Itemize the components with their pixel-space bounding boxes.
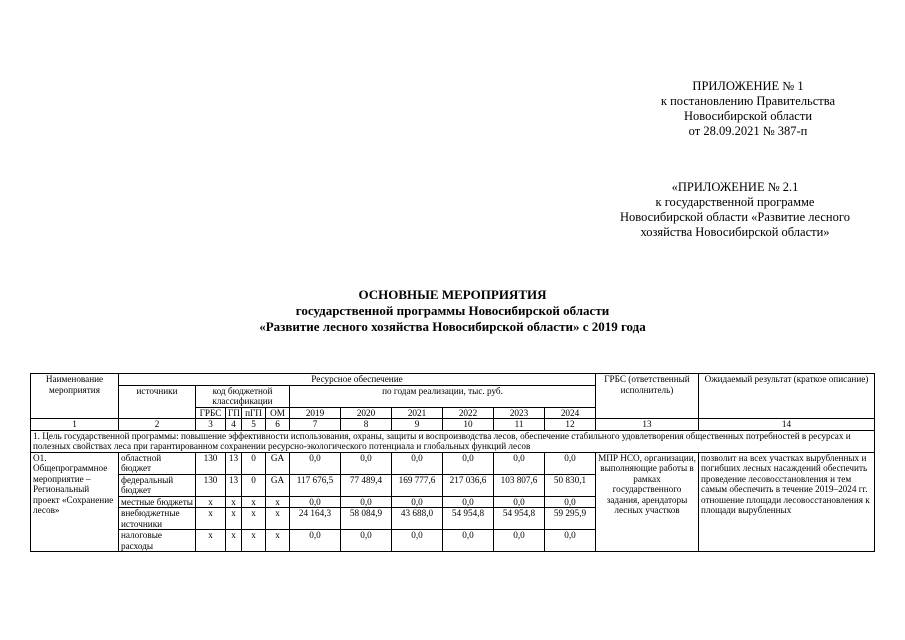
column-number: 8 [341, 419, 392, 431]
code-cell: х [196, 530, 226, 552]
value-cell: 117 676,5 [290, 474, 341, 496]
code-cell: 0 [242, 474, 266, 496]
value-cell: 58 084,9 [341, 508, 392, 530]
code-cell: GA [266, 452, 290, 474]
appendix-1-line: от 28.09.2021 № 387-п [688, 124, 808, 138]
value-cell: 0,0 [494, 452, 545, 474]
column-number: 3 [196, 419, 226, 431]
activity-grbs: МПР НСО, организации, выполняющие работы в рамках государственного задания, арендаторы лесных участков [596, 452, 699, 552]
header-code-gp: ГП [226, 407, 242, 419]
activity-name: О1. Общепрограммное мероприятие – Региональный проект «Сохранение лесов» [31, 452, 119, 552]
code-cell: 130 [196, 474, 226, 496]
column-number: 2 [119, 419, 196, 431]
value-cell: 0,0 [290, 452, 341, 474]
value-cell: 0,0 [545, 452, 596, 474]
value-cell: 59 295,9 [545, 508, 596, 530]
header-year: 2021 [392, 407, 443, 419]
appendix-1-line: ПРИЛОЖЕНИЕ № 1 [692, 79, 804, 93]
value-cell: 0,0 [494, 530, 545, 552]
appendix-2-line: «ПРИЛОЖЕНИЕ № 2.1 [671, 180, 799, 194]
header-year: 2024 [545, 407, 596, 419]
header-year: 2019 [290, 407, 341, 419]
value-cell: 0,0 [443, 496, 494, 508]
source-cell: внебюджетные источники [119, 508, 196, 530]
title-line: «Развитие лесного хозяйства Новосибирской области» с 2019 года [259, 319, 646, 334]
appendix-1-block [613, 79, 883, 139]
header-code-om: ОМ [266, 407, 290, 419]
column-number: 13 [596, 419, 699, 431]
header-result: Ожидаемый результат (краткое описание) [699, 374, 875, 419]
column-number: 5 [242, 419, 266, 431]
code-cell: х [196, 508, 226, 530]
column-number: 4 [226, 419, 242, 431]
title-line: ОСНОВНЫЕ МЕРОПРИЯТИЯ [358, 287, 547, 302]
document-title [0, 287, 905, 335]
source-cell: федеральный бюджет [119, 474, 196, 496]
code-cell: х [242, 496, 266, 508]
title-line: государственной программы Новосибирской области [295, 303, 610, 318]
value-cell: 0,0 [341, 452, 392, 474]
activity-result: позволит на всех участках вырубленных и погибших лесных насаждений обеспечить проведение лесовосстановления и тем самым обеспечить в течение 2019–2024 гг. отношение площади лесовосстановления к площади вырубленных [699, 452, 875, 552]
value-cell: 103 807,6 [494, 474, 545, 496]
code-cell: 130 [196, 452, 226, 474]
value-cell: 0,0 [290, 530, 341, 552]
value-cell: 0,0 [341, 496, 392, 508]
value-cell: 0,0 [443, 452, 494, 474]
value-cell: 0,0 [341, 530, 392, 552]
code-cell: 13 [226, 452, 242, 474]
column-number: 6 [266, 419, 290, 431]
header-resources: Ресурсное обеспечение [119, 374, 596, 386]
value-cell: 24 164,3 [290, 508, 341, 530]
header-sources: источники [119, 385, 196, 419]
appendix-2-line: к государственной программе [655, 195, 815, 209]
source-cell: местные бюджеты [119, 496, 196, 508]
value-cell: 54 954,8 [494, 508, 545, 530]
header-year: 2023 [494, 407, 545, 419]
code-cell: 13 [226, 474, 242, 496]
value-cell: 0,0 [392, 496, 443, 508]
appendix-1-line: Новосибирской области [683, 109, 813, 123]
source-cell: областной бюджет [119, 452, 196, 474]
column-number: 1 [31, 419, 119, 431]
code-cell: х [242, 530, 266, 552]
code-cell: х [266, 508, 290, 530]
column-number: 12 [545, 419, 596, 431]
appendix-1-line: к постановлению Правительства [660, 94, 836, 108]
column-number: 9 [392, 419, 443, 431]
code-cell: х [266, 496, 290, 508]
source-cell: налоговые расходы [119, 530, 196, 552]
program-goal: 1. Цель государственной программы: повышение эффективности использования, охраны, защиты и воспроизводства лесов, обеспечение стабильного удовлетворения общественных потребностей в ресурсах и полезных свойствах леса при гарантированном сохранении ресурсно-экологического потенциала и глобальных функций лесов [31, 430, 875, 452]
value-cell: 50 830,1 [545, 474, 596, 496]
column-number: 7 [290, 419, 341, 431]
value-cell: 0,0 [290, 496, 341, 508]
value-cell: 0,0 [545, 530, 596, 552]
value-cell: 0,0 [494, 496, 545, 508]
header-budget-code: код бюджетной классификации [196, 385, 290, 407]
value-cell: 54 954,8 [443, 508, 494, 530]
appendix-2-block [590, 180, 880, 240]
value-cell: 77 489,4 [341, 474, 392, 496]
column-numbers-row [31, 419, 875, 431]
appendix-2-line: Новосибирской области «Развитие лесного [620, 210, 850, 224]
header-grbs: ГРБС (ответственный исполнитель) [596, 374, 699, 419]
value-cell: 0,0 [392, 530, 443, 552]
value-cell: 169 777,6 [392, 474, 443, 496]
code-cell: х [226, 530, 242, 552]
value-cell: 0,0 [443, 530, 494, 552]
value-cell: 217 036,6 [443, 474, 494, 496]
header-name: Наименование мероприятия [31, 374, 119, 419]
column-number: 11 [494, 419, 545, 431]
value-cell: 0,0 [545, 496, 596, 508]
code-cell: х [226, 496, 242, 508]
column-number: 10 [443, 419, 494, 431]
table-row [31, 452, 875, 474]
value-cell: 43 688,0 [392, 508, 443, 530]
code-cell: х [226, 508, 242, 530]
header-code-pgp: пГП [242, 407, 266, 419]
header-year: 2020 [341, 407, 392, 419]
value-cell: 0,0 [392, 452, 443, 474]
code-cell: х [196, 496, 226, 508]
code-cell: х [266, 530, 290, 552]
code-cell: х [242, 508, 266, 530]
column-number: 14 [699, 419, 875, 431]
header-code-grbs: ГРБС [196, 407, 226, 419]
appendix-2-line: хозяйства Новосибирской области» [640, 225, 830, 239]
activities-table [30, 373, 875, 552]
header-by-years: по годам реализации, тыс. руб. [290, 385, 596, 407]
code-cell: 0 [242, 452, 266, 474]
code-cell: GA [266, 474, 290, 496]
goal-row [31, 430, 875, 452]
header-year: 2022 [443, 407, 494, 419]
